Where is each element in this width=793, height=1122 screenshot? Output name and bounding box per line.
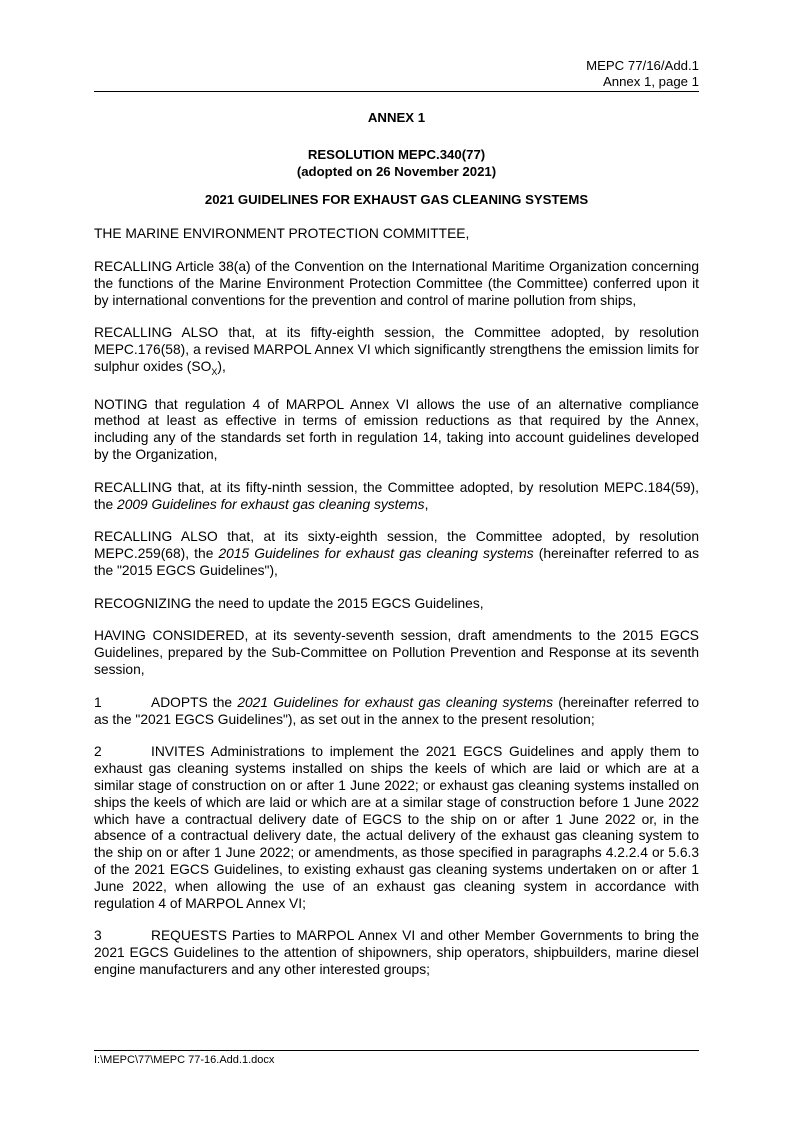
paragraph-number: 3 — [94, 928, 102, 944]
page-reference: Annex 1, page 1 — [602, 74, 699, 89]
preamble-paragraph — [94, 480, 699, 514]
guidelines-title: 2009 Guidelines for exhaust gas cleaning systems — [117, 496, 425, 512]
paragraph-text: ), — [217, 358, 226, 374]
subscript: X — [211, 366, 218, 377]
document-reference: MEPC 77/16/Add.1 — [586, 58, 699, 73]
paragraph-text: (hereinafter referred to as the "2021 EGCS Guidelines"), as set out in the annex to the present resolution; — [94, 694, 700, 727]
paragraph-text: REQUESTS Parties to MARPOL Annex VI and other Member Governments to bring the 2021 EGCS Guidelines to the attention of shipowners, ship operators, shipbuilders, marine diesel engine manufacturers and any other interested groups; — [94, 928, 699, 978]
preamble-paragraph — [94, 325, 699, 380]
resolution-number: RESOLUTION MEPC.340(77) — [307, 146, 486, 162]
paragraph-number: 1 — [94, 694, 102, 710]
preamble-paragraph: RECALLING Article 38(a) of the Convention on the International Maritime Organization concerning the functions of the Marine Environment Protection Committee (the Committee) conferred upon it by international conventions for the prevention and control of marine pollution from ships, — [94, 258, 699, 308]
paragraph-number: 2 — [94, 744, 102, 760]
footer-divider — [94, 1050, 699, 1051]
paragraph-text: RECALLING ALSO that, at its sixty-eighth session, the Committee adopted, by resolution MEPC.259(68), the — [94, 529, 699, 562]
document-body — [94, 110, 699, 995]
operative-paragraph — [94, 695, 699, 729]
committee-line: THE MARINE ENVIRONMENT PROTECTION COMMITTEE, — [94, 226, 470, 242]
paragraph-text: RECALLING that, at its fifty-ninth session, the Committee adopted, by resolution MEPC.184(59), the — [94, 479, 699, 512]
preamble-paragraph: RECOGNIZING the need to update the 2015 EGCS Guidelines, — [94, 595, 484, 611]
preamble-paragraph: NOTING that regulation 4 of MARPOL Annex VI allows the use of an alternative compliance method at least as effective in terms of emission reductions as that required by the Annex, including any of the standards set forth in regulation 14, taking into account guidelines developed by the Organization, — [94, 396, 699, 462]
guidelines-title: 2015 Guidelines for exhaust gas cleaning systems — [218, 546, 534, 562]
paragraph-text: (hereinafter referred to as the "2015 EGCS Guidelines"), — [94, 546, 699, 578]
header-divider — [94, 91, 699, 92]
resolution-adoption-date: (adopted on 26 November 2021) — [296, 163, 497, 179]
paragraph-text: RECALLING ALSO that, at its fifty-eighth session, the Committee adopted, by resolution MEPC.176(58), a revised MARPOL Annex VI which significantly strengthens the emission limits for sulphur oxides (SO — [94, 325, 699, 374]
preamble-paragraph: HAVING CONSIDERED, at its seventy-seventh session, draft amendments to the 2015 EGCS Guidelines, prepared by the Sub-Committee on Pollution Prevention and Response at its seventh session, — [94, 628, 699, 678]
guidelines-title: 2021 Guidelines for exhaust gas cleaning systems — [237, 694, 554, 710]
resolution-title: 2021 GUIDELINES FOR EXHAUST GAS CLEANING SYSTEMS — [204, 192, 589, 208]
footer-file-path: I:\MEPC\77\MEPC 77-16.Add.1.docx — [94, 1054, 275, 1066]
paragraph-text: , — [424, 496, 429, 512]
preamble-paragraph — [94, 529, 699, 579]
operative-paragraph — [94, 744, 699, 912]
paragraph-text: INVITES Administrations to implement the 2021 EGCS Guidelines and apply them to exhaust gas cleaning systems installed on ships the keels of which are laid or which are at a similar stage of construction on or after 1 June 2022; or exhaust gas cleaning systems installed on ships the keels of which are laid or which are at a similar stage of construction before 1 June 2022 which have a contractual delivery date of EGCS to the ship on or after 1 June 2022 or, in the absence of a contractual delivery date, the actual delivery of the exhaust gas cleaning system to the ship on or after 1 June 2022; or amendments, as those specified in paragraphs 4.2.2.4 or 5.6.3 of the 2021 EGCS Guidelines, to existing exhaust gas cleaning systems undertaken on or after 1 June 2022, when allowing the use of an exhaust gas cleaning system in accordance with regulation 4 of MARPOL Annex VI; — [94, 744, 699, 911]
annex-title: ANNEX 1 — [367, 110, 426, 125]
paragraph-text: ADOPTS the — [151, 694, 238, 710]
page-header — [586, 58, 699, 90]
operative-paragraph — [94, 928, 699, 978]
